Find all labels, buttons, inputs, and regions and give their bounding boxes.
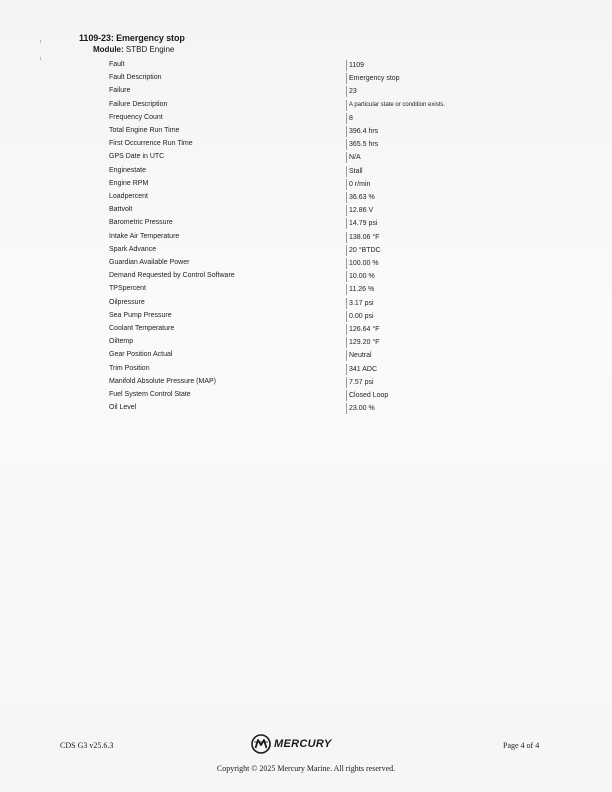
row-label: First Occurrence Run Time [109, 140, 193, 148]
table-row [0, 402, 612, 415]
table-row [0, 85, 612, 98]
table-row [0, 99, 612, 112]
mercury-m-logo-icon [251, 734, 271, 754]
table-row [0, 178, 612, 191]
table-row [0, 363, 612, 376]
row-value: 3.17 psi [346, 298, 374, 309]
row-label: Guardian Available Power [109, 259, 190, 266]
row-value: 396.4 hrs [346, 126, 378, 137]
row-label: Failure [109, 87, 131, 95]
row-value: A particular state or condition exists. [346, 100, 445, 111]
row-label: Enginestate [109, 166, 146, 174]
row-value: 0.00 psi [346, 311, 374, 322]
table-row [0, 336, 612, 349]
row-value: 129.20 °F [346, 337, 379, 348]
row-label: Total Engine Run Time [109, 127, 180, 134]
module-value: STBD Engine [125, 45, 175, 54]
row-value: 0 r/min [346, 179, 370, 190]
row-label: Fault Description [109, 74, 162, 82]
row-label: Demand Requested by Control Software [109, 272, 235, 280]
row-value: 20 °BTDC [346, 245, 381, 256]
row-label: Trim Position [109, 364, 150, 372]
row-value: 100.00 % [346, 258, 379, 269]
row-label: Fault [109, 61, 125, 68]
copyright-notice: Copyright © 2025 Mercury Marine. All rights reserved. [216, 764, 396, 773]
table-row [0, 191, 612, 204]
row-label: Coolant Temperature [109, 325, 175, 332]
row-label: Barometric Pressure [109, 219, 173, 227]
table-row [0, 72, 612, 85]
table-row [0, 297, 612, 310]
row-label: Oilpressure [109, 298, 145, 306]
mercury-logo [251, 734, 332, 754]
table-row [0, 323, 612, 336]
fault-heading: 1109-23: Emergency stop [79, 33, 185, 43]
row-label: Oiltemp [109, 338, 134, 346]
row-label: Battvolt [109, 206, 133, 214]
table-row [0, 283, 612, 296]
row-label: Fuel System Control State [109, 391, 191, 398]
row-value: 365.5 hrs [346, 139, 378, 150]
row-value: 23 [346, 86, 357, 97]
row-label: Intake Air Temperature [109, 232, 180, 240]
row-value: 36.63 % [346, 192, 375, 203]
row-value: 14.79 psi [346, 218, 377, 229]
table-row [0, 125, 612, 138]
table-row [0, 59, 612, 72]
module-label: Module: [93, 45, 124, 54]
table-row [0, 310, 612, 323]
table-row [0, 204, 612, 217]
table-row [0, 138, 612, 151]
row-label: Sea Pump Pressure [109, 311, 172, 319]
row-label: Failure Description [109, 100, 168, 108]
row-value: 12.86 V [346, 205, 373, 216]
row-value: 126.64 °F [346, 324, 379, 335]
table-row [0, 270, 612, 283]
page-number: Page 4 of 4 [503, 741, 540, 750]
table-row [0, 112, 612, 125]
scan-mark [40, 40, 41, 43]
table-row [0, 244, 612, 257]
table-row [0, 151, 612, 164]
row-label: Engine RPM [109, 179, 149, 187]
row-label: Spark Advance [109, 245, 157, 253]
table-row [0, 231, 612, 244]
row-value: Emergency stop [346, 73, 400, 84]
table-row [0, 389, 612, 402]
module-line [93, 45, 174, 54]
row-value: Stall [346, 166, 363, 177]
table-row [0, 165, 612, 178]
row-value: 10.00 % [346, 271, 375, 282]
row-value: 1109 [346, 60, 364, 71]
row-label: Frequency Count [109, 113, 163, 121]
software-version: CDS G3 v25.6.3 [60, 741, 114, 750]
row-label: Manifold Absolute Pressure (MAP) [109, 377, 216, 385]
row-value: 7.57 psi [346, 377, 374, 388]
row-label: Oil Level [109, 404, 137, 412]
table-row [0, 217, 612, 230]
table-row [0, 257, 612, 270]
row-value: 341 ADC [346, 364, 377, 375]
row-label: TPSpercent [109, 285, 146, 293]
table-row [0, 376, 612, 389]
row-value: 138.06 °F [346, 232, 379, 243]
row-value: Neutral [346, 350, 372, 361]
row-value: N/A [346, 152, 361, 163]
row-value: 23.00 % [346, 403, 375, 414]
row-label: GPS Date in UTC [109, 153, 165, 161]
brand-name: MERCURY [274, 738, 332, 750]
table-row [0, 349, 612, 362]
row-value: 11.26 % [346, 284, 374, 295]
row-value: Closed Loop [346, 390, 388, 401]
row-label: Gear Position Actual [109, 351, 173, 359]
row-label: Loadpercent [109, 193, 148, 200]
row-value: 8 [346, 113, 353, 124]
